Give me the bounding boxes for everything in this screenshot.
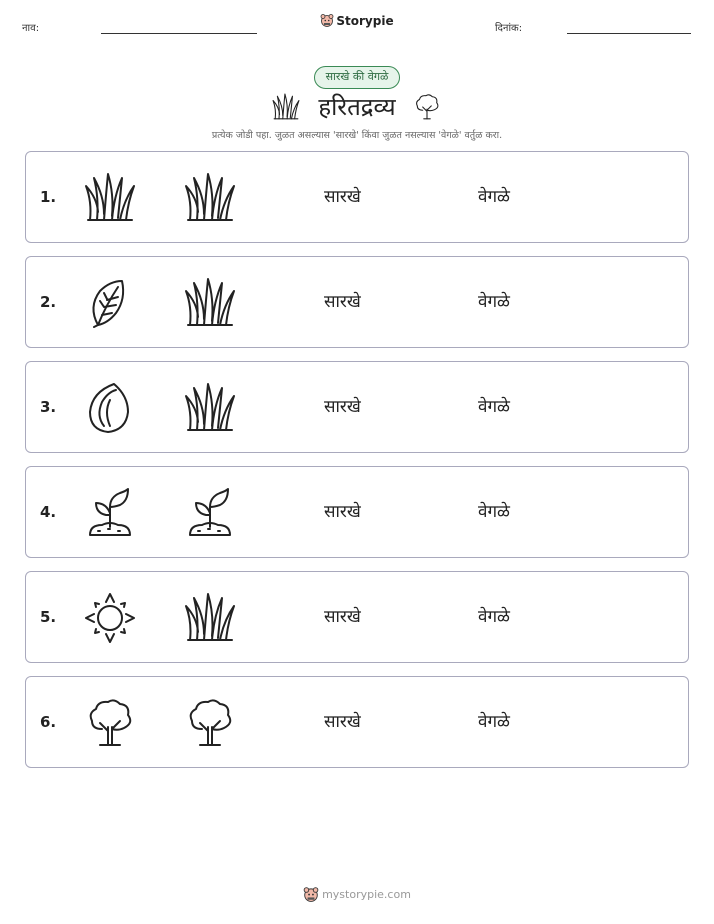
question-number: 3. xyxy=(40,398,57,416)
storypie-logo-icon xyxy=(303,886,319,902)
name-label: नाव: xyxy=(22,23,40,34)
name-line[interactable] xyxy=(101,33,257,34)
seed-icon xyxy=(84,382,136,434)
question-row-1 xyxy=(25,151,689,243)
different-option[interactable]: वेगळे xyxy=(478,502,510,522)
different-option[interactable]: वेगळे xyxy=(478,397,510,417)
question-number: 1. xyxy=(40,188,57,206)
grass-icon xyxy=(184,592,236,644)
footer xyxy=(0,886,714,902)
leaf-icon xyxy=(84,277,136,329)
same-option[interactable]: सारखे xyxy=(324,712,361,732)
question-number: 2. xyxy=(40,293,57,311)
question-number: 6. xyxy=(40,713,57,731)
same-option[interactable]: सारखे xyxy=(324,397,361,417)
sprout-icon xyxy=(84,487,136,539)
question-row-4 xyxy=(25,466,689,558)
grass-icon xyxy=(84,172,136,224)
brand xyxy=(0,13,714,28)
same-option[interactable]: सारखे xyxy=(324,607,361,627)
tree-icon xyxy=(413,92,441,122)
question-row-2 xyxy=(25,256,689,348)
question-row-5 xyxy=(25,571,689,663)
same-option[interactable]: सारखे xyxy=(324,187,361,207)
different-option[interactable]: वेगळे xyxy=(478,187,510,207)
date-line[interactable] xyxy=(567,33,691,34)
grass-icon xyxy=(184,172,236,224)
different-option[interactable]: वेगळे xyxy=(478,712,510,732)
sprout-icon xyxy=(184,487,236,539)
different-option[interactable]: वेगळे xyxy=(478,607,510,627)
footer-site[interactable]: mystorypie.com xyxy=(322,888,411,901)
same-option[interactable]: सारखे xyxy=(324,292,361,312)
different-option[interactable]: वेगळे xyxy=(478,292,510,312)
question-number: 4. xyxy=(40,503,57,521)
instructions: प्रत्येक जोडी पहा. जुळत असल्यास 'सारखे' किंवा जुळत नसल्यास 'वेगळे' वर्तुळ करा. xyxy=(211,130,503,141)
worksheet-type-badge: सारखे की वेगळे xyxy=(314,66,400,89)
same-option[interactable]: सारखे xyxy=(324,502,361,522)
storypie-logo-icon xyxy=(320,13,334,27)
sun-icon xyxy=(84,592,136,644)
question-number: 5. xyxy=(40,608,57,626)
tree-icon xyxy=(84,697,136,749)
date-label: दिनांक: xyxy=(495,23,523,34)
question-row-6 xyxy=(25,676,689,768)
brand-name: Storypie xyxy=(336,14,394,28)
page-title: हरितद्रव्य xyxy=(318,93,396,121)
grass-icon xyxy=(184,382,236,434)
tree-icon xyxy=(184,697,236,749)
question-row-3 xyxy=(25,361,689,453)
grass-icon xyxy=(184,277,236,329)
